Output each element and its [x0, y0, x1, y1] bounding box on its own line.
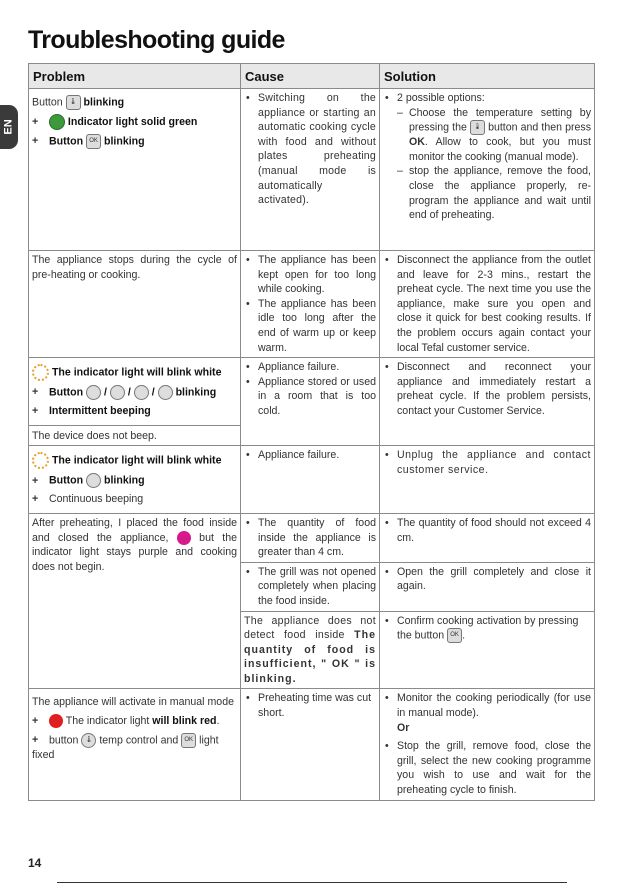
cause-cell	[241, 513, 380, 562]
cause-item: • Appliance failure.	[244, 448, 376, 463]
solution-item: • Confirm cooking activation by pressing the button OK .	[383, 614, 591, 644]
page-number: 14	[28, 856, 42, 870]
problem-cell: The indicator light will blink white + Button / / / blinking + Intermittent beeping The device does not beep.	[29, 358, 241, 446]
thermometer-button-icon: 🌡	[81, 733, 96, 748]
solution-item: • Open the grill completely and close it again.	[383, 565, 591, 594]
solution-cell	[380, 513, 595, 562]
problem-cell: After preheating, I placed the food inside and closed the appliance, but the indicator light stays purple and cooking does not begin.	[29, 513, 241, 689]
solution-cell	[380, 89, 595, 251]
solution-item: • Monitor the cooking periodically (for use in manual mode). Or	[383, 691, 591, 735]
program-button-icon	[86, 385, 101, 400]
cause-item: • Preheating time was cut short.	[244, 691, 376, 720]
solution-cell	[380, 689, 595, 801]
table-row	[29, 446, 595, 514]
cause-cell	[241, 446, 380, 514]
cause-item: • Appliance stored or used in a room that is too cold.	[244, 375, 376, 419]
purple-light-icon	[177, 531, 191, 545]
solution-item: • Stop the grill, remove food, close the grill, select the new cooking programme you wish to use and wait for the preheating cycle to finish.	[383, 739, 591, 797]
cause-cell	[241, 689, 380, 801]
cause-item: • The appliance has been idle too long after the end of warm up or keep warm.	[244, 297, 376, 355]
page-title: Troubleshooting guide	[28, 26, 285, 54]
troubleshooting-table	[28, 63, 595, 801]
solution-item: • 2 possible options:	[383, 91, 591, 106]
cause-item: • Switching on the appliance or starting an automatic cooking cycle with food and without plates preheating (manual mode is automatically activated).	[244, 91, 376, 208]
solution-subitem: – stop the appliance, remove the food, close the appliance properly, re-program the appliance and wait until end of preheating.	[383, 164, 591, 222]
problem-cell: The appliance stops during the cycle of pre-heating or cooking.	[29, 251, 241, 358]
white-light-icon	[32, 364, 49, 381]
language-tab	[0, 105, 18, 149]
language-label: EN	[3, 119, 15, 135]
cause-item: • The grill was not opened completely when placing the food inside.	[244, 565, 376, 609]
solution-subitem: – Choose the temperature setting by pressing the 🌡 button and then press OK. Allow to cook, but you must monitor the cooking (manual mode).	[383, 106, 591, 165]
green-light-icon	[49, 114, 65, 130]
solution-cell	[380, 446, 595, 514]
solution-item: • The quantity of food should not exceed 4 cm.	[383, 516, 591, 545]
program-button-icon	[110, 385, 125, 400]
cause-item: • Appliance failure.	[244, 360, 376, 375]
footer-rule	[57, 882, 567, 883]
header-cause: Cause	[241, 64, 380, 89]
thermometer-button-icon: 🌡	[470, 120, 485, 135]
table-row	[29, 358, 595, 446]
program-button-icon	[134, 385, 149, 400]
header-problem: Problem	[29, 64, 241, 89]
problem-cell: Button 🌡 blinking + Indicator light solid green + Button OK blinking	[29, 89, 241, 251]
program-button-icon	[86, 473, 101, 488]
problem-cell: The appliance will activate in manual mode + The indicator light will blink red. + button 🌡 temp control and OK light fixed	[29, 689, 241, 801]
cause-cell	[241, 251, 380, 358]
header-solution: Solution	[380, 64, 595, 89]
cause-cell	[241, 562, 380, 611]
ok-button-icon: OK	[86, 134, 101, 149]
ok-button-icon: OK	[447, 628, 462, 643]
red-light-icon	[49, 714, 63, 728]
table-row	[29, 513, 595, 562]
solution-item: • Disconnect and reconnect your appliance and immediately restart a preheat cycle. If the problem persists, contact your Customer Service.	[383, 360, 591, 418]
white-light-icon	[32, 452, 49, 469]
solution-cell	[380, 358, 595, 446]
cause-cell	[241, 358, 380, 446]
solution-item: • Unplug the appliance and contact customer service.	[383, 448, 591, 477]
cause-item: • The appliance has been kept open for too long while cooking.	[244, 253, 376, 297]
solution-cell	[380, 562, 595, 611]
solution-cell	[380, 251, 595, 358]
table-row	[29, 89, 595, 251]
solution-item: • Disconnect the appliance from the outlet and leave for 2-3 mins., restart the preheat cycle. The next time you use the appliance, make sure you open and close it quick for best cooking results. If the problem occurs again contact your local Tefal customer service.	[383, 253, 591, 355]
problem-note: The device does not beep.	[29, 425, 240, 444]
table-row	[29, 689, 595, 801]
thermometer-button-icon: 🌡	[66, 95, 81, 110]
program-button-icon	[158, 385, 173, 400]
table-header-row	[29, 64, 595, 89]
cause-cell	[241, 89, 380, 251]
cause-cell: The appliance does not detect food inside The quantity of food is insufficient, " OK " is blinking.	[241, 611, 380, 689]
table-row	[29, 251, 595, 358]
problem-cell: The indicator light will blink white + Button blinking + Continuous beeping	[29, 446, 241, 514]
solution-cell	[380, 611, 595, 689]
ok-button-icon: OK	[181, 733, 196, 748]
cause-item: • The quantity of food inside the appliance is greater than 4 cm.	[244, 516, 376, 560]
